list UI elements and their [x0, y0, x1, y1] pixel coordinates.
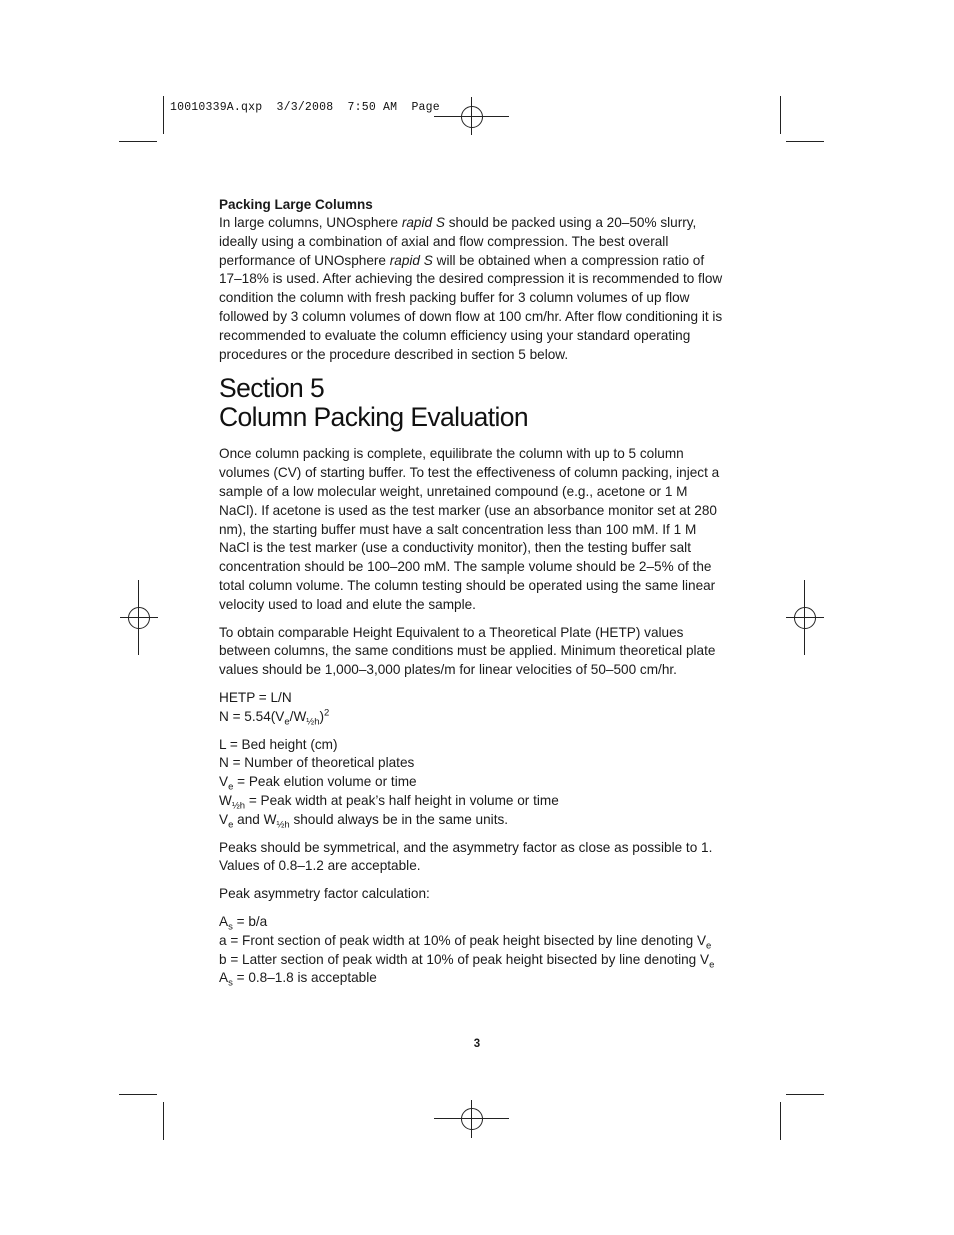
packing-heading: Packing Large Columns [219, 197, 373, 212]
asymmetry-block [219, 913, 729, 988]
text-run: and W [233, 811, 277, 827]
registration-mark-icon [461, 1108, 483, 1130]
text-run: A [219, 970, 229, 986]
crop-mark [119, 1094, 157, 1095]
crop-mark [786, 141, 824, 142]
registration-mark-icon [128, 607, 150, 629]
def-units [219, 811, 509, 831]
crop-mark [471, 1100, 472, 1138]
superscript: 2 [324, 707, 330, 719]
subscript: ½h [231, 800, 246, 812]
crop-mark [138, 580, 139, 655]
text-run: should always be in the same units. [289, 811, 509, 827]
calc-paragraph: Peak asymmetry factor calculation: [219, 886, 430, 902]
text-run: V [219, 774, 229, 790]
packing-paragraph [219, 214, 729, 364]
crop-mark [786, 1094, 824, 1095]
crop-mark [120, 617, 158, 618]
text-run: = 0.8–1.8 is acceptable [232, 970, 377, 986]
registration-mark-icon [461, 106, 483, 128]
text-run: = Peak width at peak’s half height in volume or time [245, 792, 559, 808]
crop-mark [786, 617, 824, 618]
subscript: e [228, 781, 234, 793]
text-run: = b/a [232, 913, 268, 929]
subscript: e [706, 940, 712, 952]
equilibrate-paragraph: Once column packing is complete, equilibrate the column with up to 5 column volumes (CV) of starting buffer. To test the effectiveness of column packing, inject a sample of a low molecular weight, unretained compound (e.g., acetone or 1 M NaCl). If acetone is used as the test marker (use an absorbance monitor set at 280 nm), the starting buffer must have a salt concentration less than 100 mM. If 1 M NaCl is the test marker (use a conductivity monitor), then the testing buffer salt concentration should be 100–200 mM. The sample volume should be 2–5% of the total column volume. The column testing should be operated using the same linear velocity used to load and elute the sample. [219, 446, 720, 612]
text-run: In large columns, UNOsphere [219, 215, 402, 230]
page-number: 3 [473, 1038, 481, 1050]
def-a [219, 932, 712, 952]
text-run: W [219, 792, 232, 808]
product-name: rapid S [389, 252, 433, 268]
crop-mark [163, 1102, 164, 1140]
text-run: a = Front section of peak width at 10% of peak height bisected by line denoting V [219, 932, 707, 948]
as-acceptable [219, 970, 377, 990]
hetp-paragraph: To obtain comparable Height Equivalent to a Theoretical Plate (HETP) values between columns, the same conditions must be applied. Minimum theoretical plate values should be 1,000–3,000 plates/m for linear velocities of 50–500 cm/hr. [219, 624, 716, 678]
subscript: ½h [306, 716, 320, 728]
crop-mark [119, 141, 157, 142]
crop-mark [780, 96, 781, 134]
subscript: e [228, 819, 234, 831]
section-name: Column Packing Evaluation [219, 401, 529, 432]
subscript: e [709, 959, 715, 971]
def-b [219, 951, 715, 971]
section-title [219, 374, 729, 431]
definitions-block [219, 736, 729, 830]
crop-mark [163, 96, 164, 134]
hetp-equation: HETP = L/N [219, 689, 292, 705]
subscript: ½h [276, 819, 290, 831]
text-run: will be obtained when a compression ratio of 17–18% is used. After achieving the desired compression it is recommended to flow condition the column with fresh packing buffer for 3 column volumes of up flow followed by 3 column volumes of down flow at 100 cm/hr. After flow conditioning it is recommended to evaluate the column efficiency using your standard operating procedures or the procedure described in section 5 below. [219, 252, 723, 362]
symmetry-paragraph: Peaks should be symmetrical, and the asymmetry factor as close as possible to 1. Values of 0.8–1.2 are acceptable. [219, 839, 713, 874]
text-run: = Peak elution volume or time [233, 774, 417, 790]
def-n: N = Number of theoretical plates [219, 755, 415, 771]
crop-mark [471, 97, 472, 135]
product-name: rapid S [401, 215, 445, 230]
registration-mark-icon [794, 607, 816, 629]
text-run: A [219, 913, 229, 929]
text-run: should be packed using a 20–50% slurry, ideally using a combination of axial and flow compression. The best overall performance of UNOsphere [219, 215, 697, 268]
page-content [219, 196, 729, 997]
subscript: s [228, 921, 233, 933]
def-ve [219, 774, 417, 793]
text-run: b = Latter section of peak width at 10% of peak height bisected by line denoting V [219, 951, 710, 967]
section-number: Section 5 [219, 373, 325, 404]
crop-mark [780, 1102, 781, 1140]
subscript: s [228, 978, 233, 990]
crop-mark [804, 580, 805, 655]
text-run: /W [289, 708, 307, 724]
equations-block [219, 689, 729, 727]
def-w [219, 792, 559, 812]
n-equation [219, 707, 330, 728]
text-run: N = 5.54(V [219, 708, 285, 724]
def-l: L = Bed height (cm) [219, 736, 338, 752]
text-run: V [219, 811, 229, 827]
file-slug: 10010339A.qxp 3/3/2008 7:50 AM Page [170, 101, 440, 114]
subscript: e [284, 716, 290, 728]
text-run: ) [319, 708, 325, 724]
as-equation [219, 913, 268, 933]
